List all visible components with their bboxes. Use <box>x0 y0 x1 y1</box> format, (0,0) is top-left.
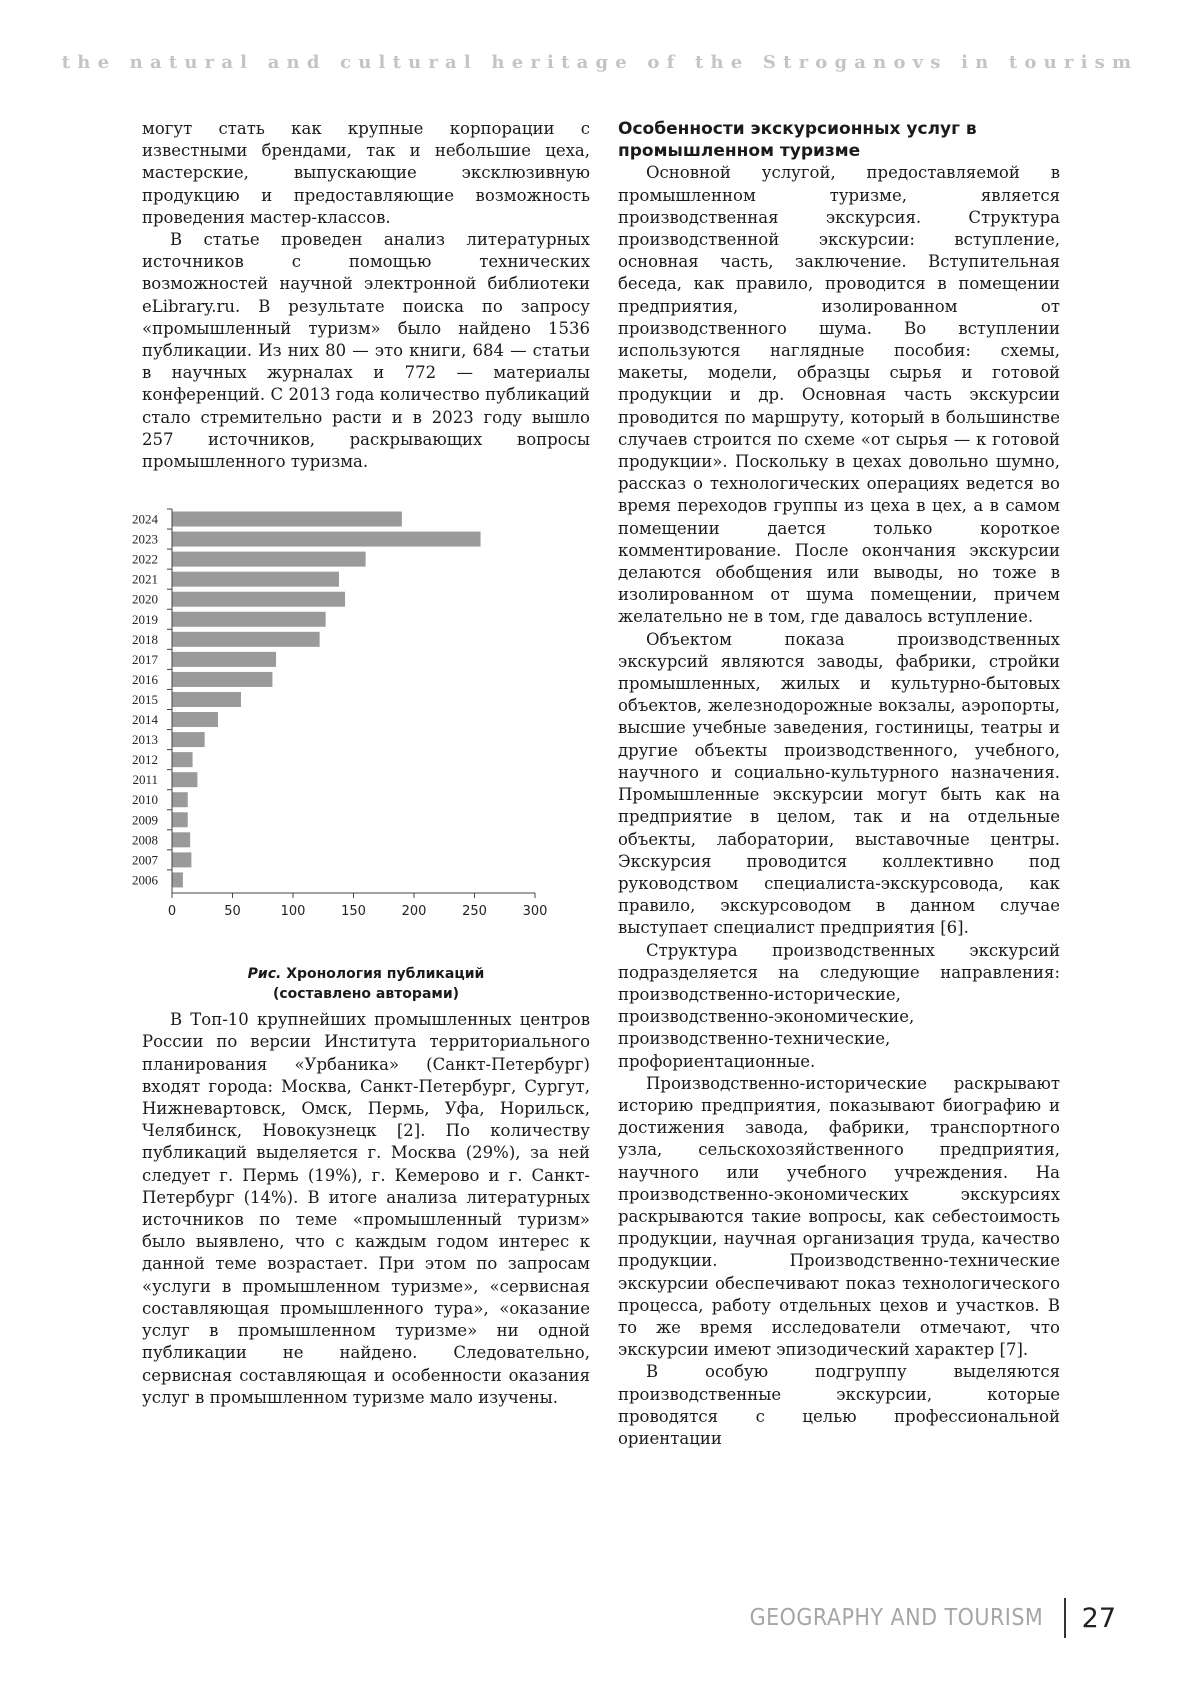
bar-chart <box>132 509 590 959</box>
chart-bar <box>172 652 276 667</box>
page-number: 27 <box>1081 1602 1116 1634</box>
body-paragraph: Основной услугой, предоставляемой в промышленном туризме, является производственная экскурсия. Структура производственной экскурсии: вступление, основная часть, заключение. Вступительная беседа, как правило, проводится в помещении предприятия, изолированном от производственного шума. Во вступлении используются наглядные пособия: схемы, макеты, модели, образцы сырья и готовой продукции и др. Основная часть экскурсии проводится по маршруту, который в большинстве случаев строится по схеме «от сырья — к готовой продукции». Поскольку в цехах довольно шумно, рассказ о технологических операциях ведется во время переходов группы из цеха в цех, а в самом помещении дается только короткое комментирование. После окончания экскурсии делаются обобщения или выводы, но тоже в изолированном от шума помещении, причем желательно не в том, где давалось вступление. <box>618 163 1060 627</box>
body-paragraph: В Топ-10 крупнейших промышленных центров России по версии Института территориального планирования «Урбаника» (Санкт-Петербург) входят города: Москва, Санкт-Петербург, Сургут, Нижневартовск, Омск, Пермь, Уфа, Норильск, Челябинск, Новокузнецк [2]. По количеству публикаций выделяется г. Москва (29%), за ней следует г. Пермь (19%), г. Кемерово и г. Санкт-Петербург (14%). В итоге анализа литературных источников по теме «промышленный туризм» было выявлено, что с каждым годом интерес к данной теме возрастает. При этом по запросам «услуги в промышленном туризме», «сервисная составляющая промышленного тура», «оказание услуг в промышленном туризме» ни одной публикации не найдено. Следовательно, сервисная составляющая и особенности оказания услуг в промышленном туризме мало изучены. <box>142 1010 590 1407</box>
x-tick-label: 200 <box>401 904 427 920</box>
chart-bar <box>172 532 481 547</box>
chart-bar <box>172 632 320 647</box>
y-tick-label: 2024 <box>132 511 158 527</box>
chart-bar <box>172 732 205 747</box>
figure-publications-chart <box>132 509 590 1009</box>
figure-caption <box>142 964 590 1004</box>
footer-divider <box>1064 1598 1066 1638</box>
chart-bar <box>172 692 241 707</box>
y-tick-label: 2022 <box>132 551 158 567</box>
body-paragraph: В статье проведен анализ литературных источников с помощью технических возможностей научной электронной библиотеки eLibrary.ru. В результате поиска по запросу «промышленный туризм» было найдено 1536 публикации. Из них 80 — это книги, 684 — статьи в научных журналах и 772 — материалы конференций. С 2013 года количество публикаций стало стремительно расти и в 2023 году вышло 257 источников, раскрывающих вопросы промышленного туризма. <box>142 230 590 472</box>
body-paragraph: Объектом показа производственных экскурсий являются заводы, фабрики, стройки промышленных, жилых и культурно-бытовых объектов, железнодорожные вокзалы, аэропорты, высшие учебные заведения, гостиницы, театры и другие объекты производственного, учебного, научного и социально-культурного назначения. Промышленные экскурсии могут быть как на предприятие в целом, так и на отдельные объекты, лаборатории, выставочные центры. Экскурсия проводится коллективно под руководством специалиста-экскурсовода, как правило, экскурсоводом в данном случае выступает специалист предприятия [6]. <box>618 629 1060 938</box>
chart-bar <box>172 572 339 587</box>
body-paragraph: Производственно-исторические раскрывают историю предприятия, показывают биографию и достижения завода, фабрики, транспортного узла, сельскохозяйственного предприятия, научного или учебного учреждения. На производственно-экономических экскурсиях раскрываются такие вопросы, как себестоимость продукции, научная организация труда, качество продукции. Производственно-технические экскурсии обеспечивают показ технологического процесса, работу отдельных цехов и участков. В то же время исследователи отмечают, что экскурсии имеют эпизодический характер [7]. <box>618 1073 1060 1360</box>
x-tick-label: 100 <box>280 904 306 920</box>
chart-bar <box>172 772 197 787</box>
chart-bar <box>172 853 191 868</box>
y-tick-label: 2017 <box>132 652 158 668</box>
y-tick-label: 2009 <box>132 812 158 828</box>
chart-bar <box>172 873 183 888</box>
y-tick-label: 2021 <box>132 571 158 587</box>
body-paragraph: могут стать как крупные корпорации с известными брендами, так и небольшие цеха, мастерские, выпускающие эксклюзивную продукцию и предоставляющие возможность проведения мастер-классов. <box>142 119 590 227</box>
y-tick-label: 2018 <box>132 632 158 648</box>
chart-bar <box>172 813 188 828</box>
chart-bar <box>172 833 190 848</box>
y-tick-label: 2012 <box>132 752 158 768</box>
y-tick-label: 2011 <box>132 772 158 788</box>
caption-title: Хронология публикаций <box>286 966 485 983</box>
caption-prefix: Рис. <box>247 966 282 983</box>
y-tick-label: 2019 <box>132 612 158 628</box>
body-paragraph: Структура производственных экскурсий подразделяется на следующие направления: производственно-исторические, производственно-экономические, производственно-технические, профориентационные. <box>618 940 1060 1071</box>
y-tick-label: 2023 <box>132 531 158 547</box>
chart-bar <box>172 612 326 627</box>
left-column <box>132 118 590 1409</box>
running-head: the natural and cultural heritage of the Stroganovs in tourism <box>61 52 1139 73</box>
right-column <box>618 118 1060 1450</box>
page-footer <box>717 1598 1116 1638</box>
chart-bar <box>172 552 366 567</box>
y-tick-label: 2008 <box>132 832 158 848</box>
y-tick-label: 2007 <box>132 852 158 868</box>
x-tick-label: 250 <box>462 904 487 920</box>
chart-bar <box>172 712 218 727</box>
chart-bar <box>172 792 188 807</box>
chart-bar <box>172 752 193 767</box>
caption-note: (составлено авторами) <box>272 986 460 1003</box>
y-tick-label: 2016 <box>132 672 158 688</box>
y-tick-label: 2020 <box>132 591 158 607</box>
y-tick-label: 2010 <box>132 792 158 808</box>
y-tick-label: 2006 <box>132 872 158 888</box>
y-tick-label: 2015 <box>132 692 158 708</box>
x-tick-label: 50 <box>224 904 241 920</box>
chart-bar <box>172 512 402 527</box>
x-tick-label: 150 <box>341 904 366 920</box>
y-tick-label: 2013 <box>132 732 158 748</box>
journal-name: GEOGRAPHY AND TOURISM <box>750 1605 1044 1631</box>
chart-bar <box>172 592 345 607</box>
body-paragraph: В особую подгруппу выделяются производственные экскурсии, которые проводятся с целью профессиональной ориентации <box>618 1362 1060 1448</box>
chart-bar <box>172 672 272 687</box>
x-tick-label: 300 <box>522 904 548 920</box>
y-tick-label: 2014 <box>132 712 158 728</box>
section-heading: Особенности экскурсионных услуг в промышленном туризме <box>618 119 977 162</box>
x-tick-label: 0 <box>167 904 177 920</box>
